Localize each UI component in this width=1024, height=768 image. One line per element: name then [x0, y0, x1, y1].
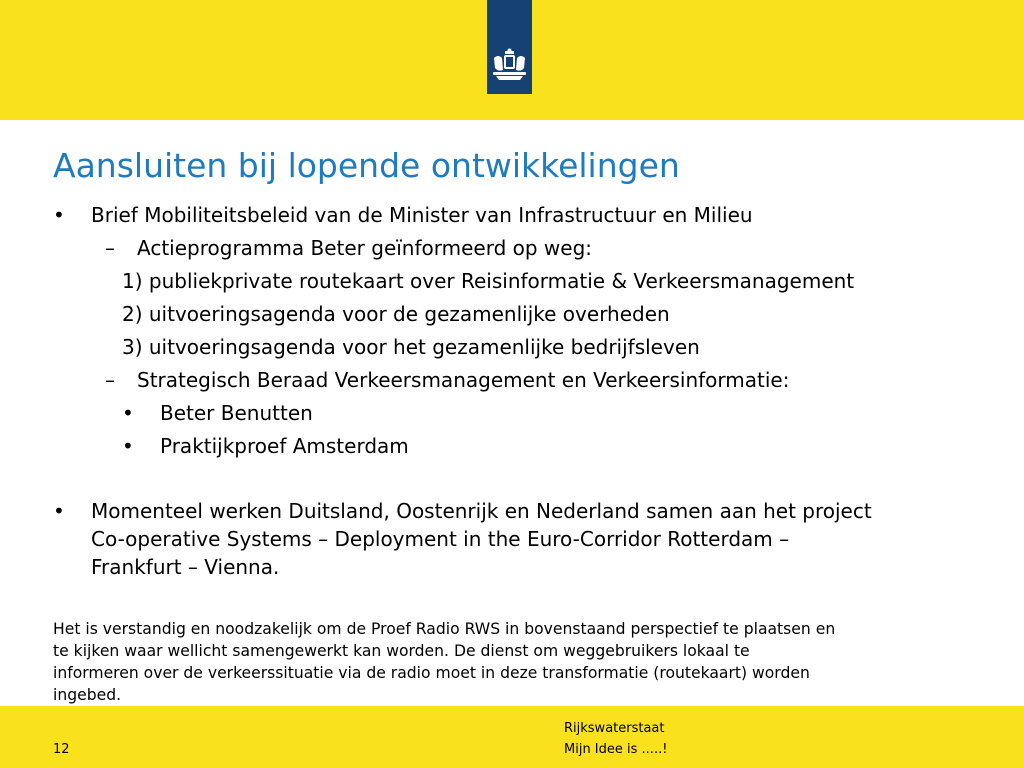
bullet-marker: • — [122, 401, 134, 425]
bullet-marker: • — [53, 499, 65, 523]
bullet-1-text: Brief Mobiliteitsbeleid van de Minister van Infrastructuur en Milieu — [91, 203, 753, 227]
rijksoverheid-logo — [487, 0, 532, 94]
footer-bar — [0, 706, 1024, 768]
footer-tagline: Mijn Idee is .....! — [564, 742, 668, 757]
bullet-2-line-2: Co-operative Systems – Deployment in the Euro-Corridor Rotterdam – — [91, 527, 790, 551]
paragraph-line-2: te kijken waar wellicht samengewerkt kan worden. De dienst om weggebruikers lokaal te — [53, 642, 750, 660]
paragraph-line-3: informeren over de verkeerssituatie via de radio moet in deze transformatie (routekaart) worden — [53, 664, 810, 682]
header-bar — [0, 0, 1024, 120]
sub-sub-bullet-praktijkproef: Praktijkproef Amsterdam — [160, 434, 409, 458]
paragraph-line-1: Het is verstandig en noodzakelijk om de Proef Radio RWS in bovenstaand perspectief te plaatsen en — [53, 620, 836, 638]
coat-of-arms-icon — [490, 48, 529, 82]
bullet-2-line-3: Frankfurt – Vienna. — [91, 555, 280, 579]
sub-sub-bullet-beter-benutten: Beter Benutten — [160, 401, 313, 425]
slide-title: Aansluiten bij lopende ontwikkelingen — [53, 146, 680, 185]
dash-marker: – — [105, 368, 115, 392]
bullet-marker: • — [53, 203, 65, 227]
sub-bullet-strategisch-beraad: Strategisch Beraad Verkeersmanagement en Verkeersinformatie: — [137, 368, 790, 392]
sub-bullet-actieprogramma: Actieprogramma Beter geïnformeerd op weg: — [137, 236, 593, 260]
dash-marker: – — [105, 236, 115, 260]
numbered-item-1: 1) publiekprivate routekaart over Reisinformatie & Verkeersmanagement — [122, 269, 855, 293]
organization-name: Rijkswaterstaat — [564, 721, 665, 736]
bullet-marker: • — [122, 434, 134, 458]
bullet-2-line-1: Momenteel werken Duitsland, Oostenrijk en Nederland samen aan het project — [91, 499, 872, 523]
numbered-item-2: 2) uitvoeringsagenda voor de gezamenlijke overheden — [122, 302, 670, 326]
page-number: 12 — [53, 742, 70, 757]
paragraph-line-4: ingebed. — [53, 686, 122, 704]
numbered-item-3: 3) uitvoeringsagenda voor het gezamenlijke bedrijfsleven — [122, 335, 700, 359]
